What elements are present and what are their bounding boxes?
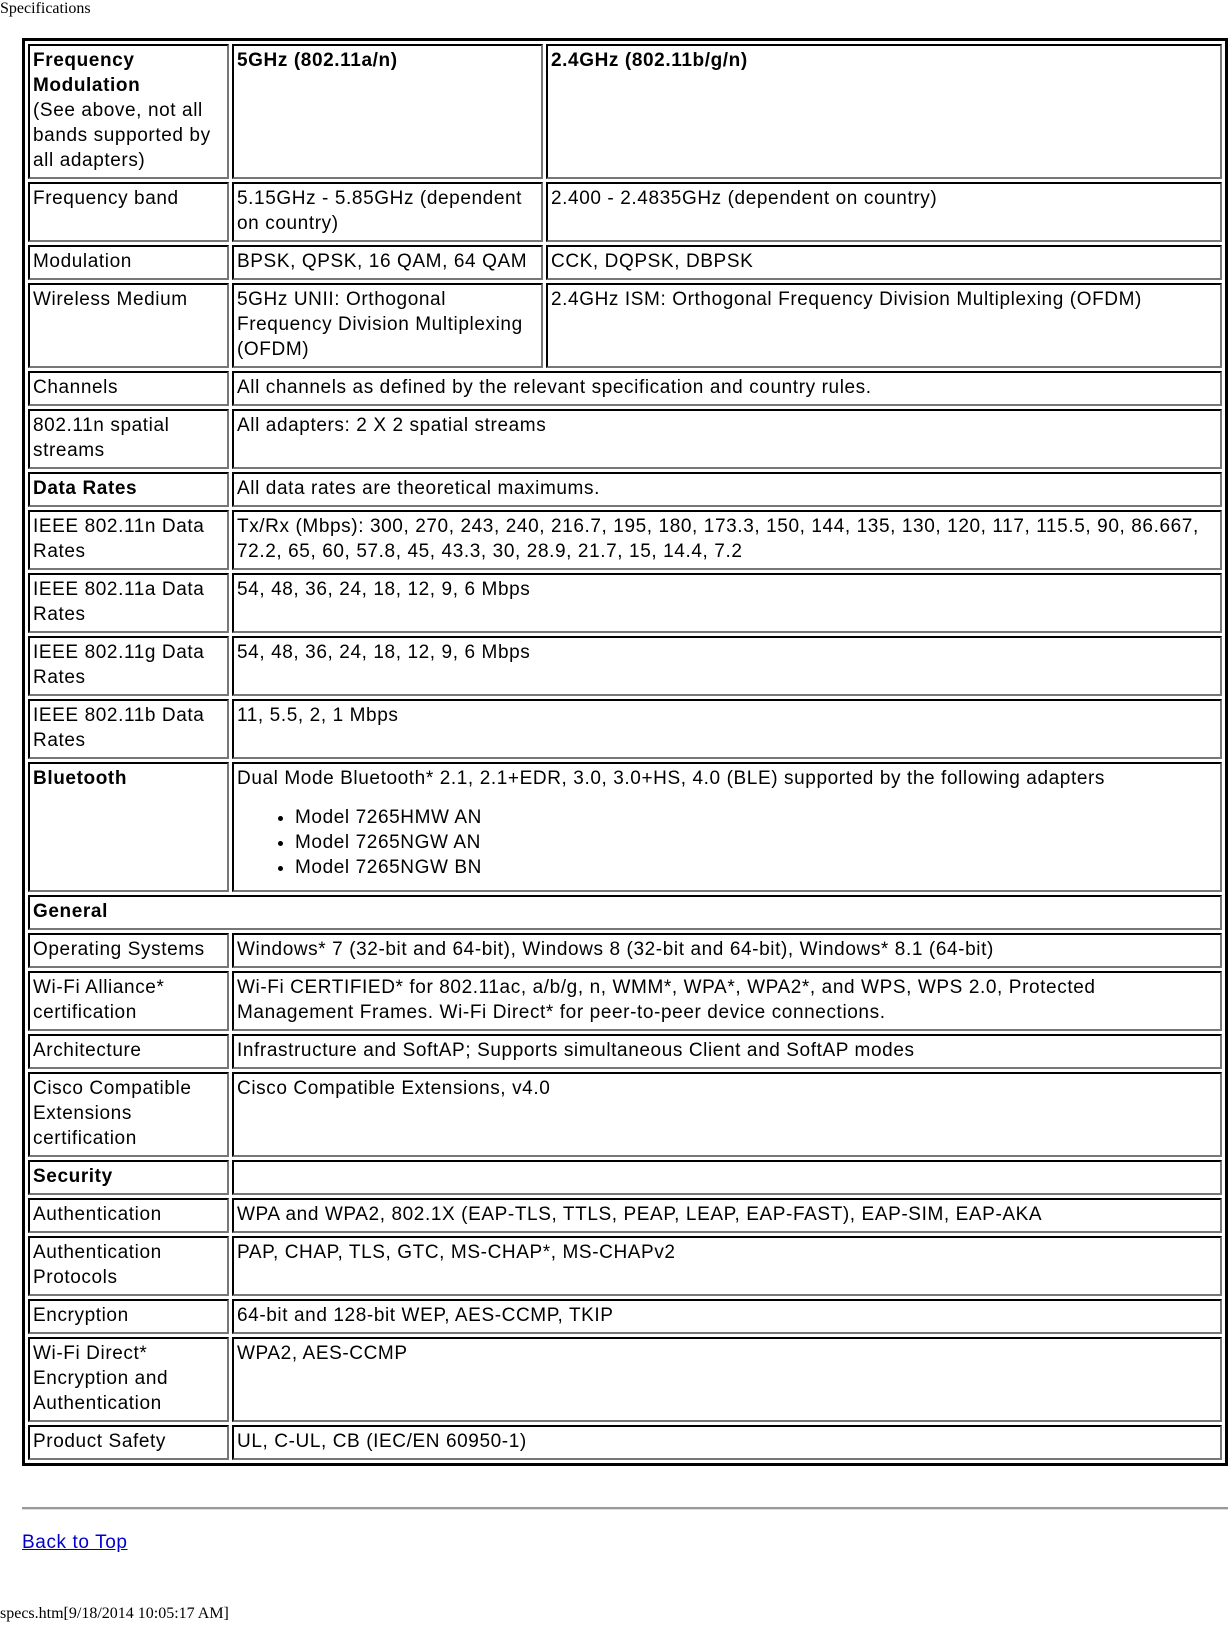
row-label: Cisco Compatible Extensions certification [28,1072,229,1157]
back-to-top-link[interactable]: Back to Top [22,1532,128,1553]
data-rates-heading: Data Rates [28,472,229,507]
table-row [28,1425,1222,1460]
row-label: Authentication Protocols [28,1236,229,1296]
security-heading: Security [28,1160,229,1195]
table-row [28,1198,1222,1233]
value-5ghz: BPSK, QPSK, 16 QAM, 64 QAM [232,245,543,280]
row-label: Authentication [28,1198,229,1233]
column-24ghz-header: 2.4GHz (802.11b/g/n) [546,44,1222,179]
table-row [28,1236,1222,1296]
row-value: Cisco Compatible Extensions, v4.0 [232,1072,1222,1157]
table-row [28,182,1222,242]
page-footer: specs.htm[9/18/2014 10:05:17 AM] [0,1605,229,1622]
row-value: Windows* 7 (32-bit and 64-bit), Windows 8 (32-bit and 64-bit), Windows* 8.1 (64-bit) [232,933,1222,968]
row-value: All channels as defined by the relevant specification and country rules. [232,371,1222,406]
list-item: • Model 7265NGW BN [295,855,1218,880]
row-label: Wireless Medium [28,283,229,368]
table-row [28,245,1222,280]
horizontal-rule [22,1507,1228,1510]
row-label: IEEE 802.11g Data Rates [28,636,229,696]
table-row [28,1337,1222,1422]
bluetooth-value-cell [232,762,1222,892]
security-section-row [28,1160,1222,1195]
table-row [28,573,1222,633]
page-header: Specifications [0,0,91,17]
row-value: 54, 48, 36, 24, 18, 12, 9, 6 Mbps [232,573,1222,633]
row-value: Tx/Rx (Mbps): 300, 270, 243, 240, 216.7, 195, 180, 173.3, 150, 144, 135, 130, 120, 117, 115.5, 90, 86.667, 72.2, 65, 60, 57.8, 45, 43.3, 30, 28.9, 21.7, 15, 14.4, 7.2 [232,510,1222,570]
table-row [28,1072,1222,1157]
row-label: Channels [28,371,229,406]
general-section-row [28,895,1222,930]
general-heading: General [28,895,1222,930]
row-label: 802.11n spatial streams [28,409,229,469]
row-label: Architecture [28,1034,229,1069]
specifications-table [22,38,1228,1466]
row-value: WPA and WPA2, 802.1X (EAP-TLS, TTLS, PEAP, LEAP, EAP-FAST), EAP-SIM, EAP-AKA [232,1198,1222,1233]
data-rates-section-row [28,472,1222,507]
specifications-table-wrapper [22,38,1228,1466]
table-row [28,971,1222,1031]
bluetooth-model-list [237,805,1218,880]
data-rates-note: All data rates are theoretical maximums. [232,472,1222,507]
bluetooth-row [28,762,1222,892]
row-value: WPA2, AES-CCMP [232,1337,1222,1422]
table-row [28,1299,1222,1334]
value-5ghz: 5.15GHz - 5.85GHz (dependent on country) [232,182,543,242]
value-24ghz: 2.400 - 2.4835GHz (dependent on country) [546,182,1222,242]
row-label: Operating Systems [28,933,229,968]
row-value: All adapters: 2 X 2 spatial streams [232,409,1222,469]
row-value: PAP, CHAP, TLS, GTC, MS-CHAP*, MS-CHAPv2 [232,1236,1222,1296]
row-label: Frequency band [28,182,229,242]
security-empty-cell [232,1160,1222,1195]
frequency-modulation-label: Frequency Modulation [33,50,141,96]
row-value: UL, C-UL, CB (IEC/EN 60950-1) [232,1425,1222,1460]
table-row [28,371,1222,406]
row-label: IEEE 802.11n Data Rates [28,510,229,570]
frequency-modulation-label-cell [28,44,229,179]
bluetooth-description: Dual Mode Bluetooth* 2.1, 2.1+EDR, 3.0, 3.0+HS, 4.0 (BLE) supported by the following adapters [237,768,1106,789]
row-value: Infrastructure and SoftAP; Supports simultaneous Client and SoftAP modes [232,1034,1222,1069]
bluetooth-heading: Bluetooth [28,762,229,892]
value-5ghz: 5GHz UNII: Orthogonal Frequency Division Multiplexing (OFDM) [232,283,543,368]
row-label: Wi-Fi Direct* Encryption and Authentication [28,1337,229,1422]
row-label: Product Safety [28,1425,229,1460]
row-label: Wi-Fi Alliance* certification [28,971,229,1031]
list-item: • Model 7265HMW AN [295,805,1218,830]
table-row [28,699,1222,759]
row-value: 11, 5.5, 2, 1 Mbps [232,699,1222,759]
value-24ghz: 2.4GHz ISM: Orthogonal Frequency Division Multiplexing (OFDM) [546,283,1222,368]
table-row [28,1034,1222,1069]
table-row [28,933,1222,968]
column-5ghz-header: 5GHz (802.11a/n) [232,44,543,179]
frequency-modulation-header-row [28,44,1222,179]
row-label: IEEE 802.11b Data Rates [28,699,229,759]
list-item: • Model 7265NGW AN [295,830,1218,855]
row-value: Wi-Fi CERTIFIED* for 802.11ac, a/b/g, n, WMM*, WPA*, WPA2*, and WPS, WPS 2.0, Protected Management Frames. Wi-Fi Direct* for peer-to-peer device connections. [232,971,1222,1031]
row-label: Modulation [28,245,229,280]
table-row [28,283,1222,368]
table-row [28,510,1222,570]
value-24ghz: CCK, DQPSK, DBPSK [546,245,1222,280]
row-value: 64-bit and 128-bit WEP, AES-CCMP, TKIP [232,1299,1222,1334]
row-label: Encryption [28,1299,229,1334]
frequency-modulation-note: (See above, not all bands supported by all adapters) [33,100,211,171]
table-row [28,409,1222,469]
row-label: IEEE 802.11a Data Rates [28,573,229,633]
table-row [28,636,1222,696]
row-value: 54, 48, 36, 24, 18, 12, 9, 6 Mbps [232,636,1222,696]
